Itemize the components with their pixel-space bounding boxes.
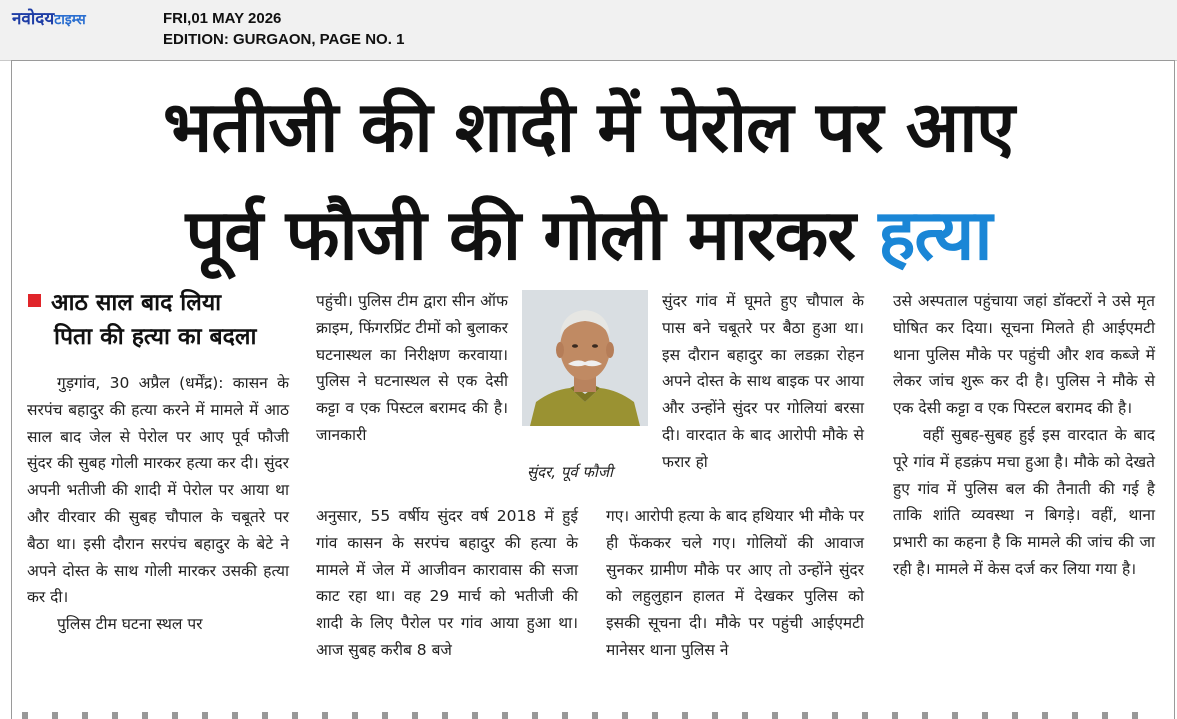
- subheading-line-1: आठ साल बाद लिया: [51, 290, 222, 316]
- column-2-bottom-text: अनुसार, 55 वर्षीय सुंदर वर्ष 2018 में हुई गांव कासन के सरपंच बहादुर की हत्या के मामले में जेल में आजीवन कारावास की सजा काट रहा था। वह 29 मार्च को भतीजी की शादी के लिए पैरोल पर गांव आया हुआ था। आज सुबह करीब 8 बजे: [316, 507, 578, 659]
- column-1-paragraph-1: गुड़गांव, 30 अप्रैल (धर्मेंद्र): कासन के सरपंच बहादुर की हत्या करने में मामले में आठ साल बाद जेल से पेरोल पर आए पूर्व फौजी सुंदर की सुबह गोली मारकर हत्या कर दी। सुंदर अपनी भतीजी की शादी में पेरोल पर आया था और वीरवार की सुबह चौपाल के चबूतरे पर बैठा था। इसी दौरान सरपंच बहादुर के बेटे ने अपने दोस्त के साथ गोली मारकर उसकी हत्या कर दी।: [27, 374, 289, 607]
- headline-line-1: भतीजी की शादी में पेरोल पर आए: [163, 86, 1014, 168]
- article-column-3-bottom: [606, 503, 864, 664]
- headline-line-2: [0, 196, 1177, 274]
- article-column-2-top: [316, 288, 508, 449]
- subheading-line-2: पिता की हत्या का बदला: [54, 324, 257, 350]
- article-subheading: [28, 286, 290, 354]
- red-bullet-icon: [28, 294, 41, 307]
- newspaper-logo[interactable]: [12, 9, 86, 30]
- photo-caption: सुंदर, पूर्व फौजी: [527, 463, 613, 481]
- column-4-paragraph-2: वहीं सुबह-सुबह हुई इस वारदात के बाद पूरे गांव में हडक़ंप मचा हुआ है। मौके को देखते हुए गांव में पुलिस बल की तैनाती की गई है ताकि शांति व्यवस्था न बिगड़े। वहीं, थाना प्रभारी का कहना है कि मामले की जांच की जा रही है। मामले में केस दर्ज कर लिया गया है।: [893, 425, 1155, 578]
- article-column-1: [27, 370, 289, 638]
- column-3-top-text: सुंदर गांव में घूमते हुए चौपाल के पास बने चबूतरे पर बैठा हुआ था। इस दौरान बहादुर का लडक़ा रोहन अपने दोस्त के साथ बाइक पर आया और उन्होंने सुंदर पर गोलियां बरसा दी। वारदात के बाद आरोपी मौके से फरार हो: [662, 292, 864, 471]
- portrait-photo: [522, 290, 648, 426]
- portrait-illustration-icon: [522, 290, 648, 426]
- article-column-3-top: [662, 288, 864, 476]
- headline-accent-word: हत्या: [878, 194, 992, 276]
- column-4-paragraph-1: उसे अस्पताल पहुंचाया जहां डॉक्टरों ने उसे मृत घोषित कर दिया। सूचना मिलते ही आईएमटी थाना पुलिस मौके पर पहुंची और शव कब्जे में लेकर जांच शुरू कर दी है। पुलिस ने मौके से एक देसी कट्टा व एक पिस्टल बरामद की है।: [893, 292, 1155, 418]
- page-header-bar: [0, 0, 1177, 61]
- headline-line-2-text: पूर्व फौजी की गोली मारकर: [185, 194, 855, 276]
- edition-meta: [163, 8, 404, 50]
- cropped-next-line-strip: [22, 712, 1162, 719]
- article-column-2-bottom: [316, 503, 578, 664]
- column-2-top-text: पहुंची। पुलिस टीम द्वारा सीन ऑफ क्राइम, फिंगरप्रिंट टीमों को बुलाकर घटनास्थल का निरीक्षण करवाया। पुलिस ने घटनास्थल से एक देसी कट्टा व एक पिस्टल बरामद की है। जानकारी: [316, 292, 508, 444]
- issue-date: FRI,01 MAY 2026: [163, 10, 282, 27]
- column-1-paragraph-2: पुलिस टीम घटना स्थल पर: [57, 615, 203, 634]
- logo-primary-text: नवोदय: [12, 9, 55, 29]
- logo-secondary-text: टाइम्स: [54, 12, 86, 28]
- column-3-bottom-text: गए। आरोपी हत्या के बाद हथियार भी मौके पर ही फेंककर चले गए। गोलियों की आवाज सुनकर ग्रामीण मौके पर आए तो उन्होंने सुंदर को लहुलुहान हालत में देखकर पुलिस को इसकी सूचना दी। मौके पर पहुंची आईएमटी मानेसर थाना पुलिस ने: [606, 507, 864, 659]
- article-column-4: [893, 288, 1155, 583]
- edition-info: EDITION: GURGAON, PAGE NO. 1: [163, 31, 405, 48]
